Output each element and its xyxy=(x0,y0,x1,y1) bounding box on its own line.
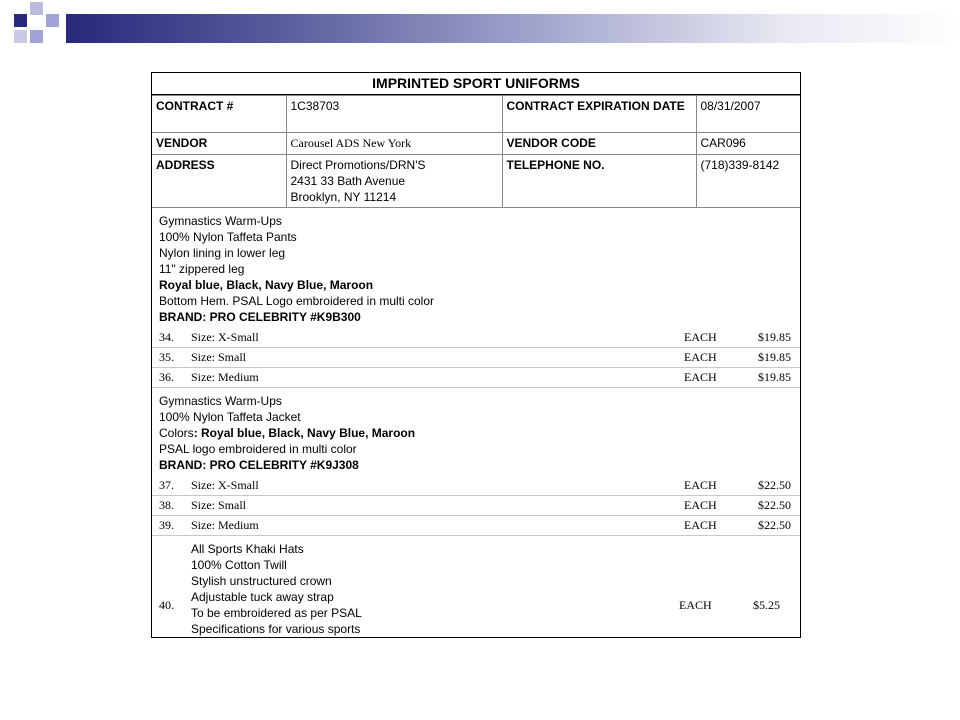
contract-header-table xyxy=(152,95,800,208)
slide-header-decoration xyxy=(0,0,960,58)
item-number: 34. xyxy=(152,328,189,348)
item-number: 37. xyxy=(152,476,189,496)
colors-prefix: Colors xyxy=(159,426,194,440)
header-square-navy xyxy=(14,14,27,27)
item-price: $19.85 xyxy=(756,328,800,348)
hat-item-description xyxy=(191,541,362,637)
vendor-code-label: VENDOR CODE xyxy=(502,133,696,155)
header-square-periwinkle xyxy=(46,14,59,27)
header-square-periwinkle-low xyxy=(30,30,43,43)
description-line: All Sports Khaki Hats xyxy=(191,542,304,556)
item-price: $22.50 xyxy=(756,496,800,516)
item-group-description xyxy=(152,388,800,476)
vendor-code-value: CAR096 xyxy=(696,133,800,155)
item-table xyxy=(152,476,800,536)
item-number: 39. xyxy=(152,516,189,536)
description-line: Stylish unstructured crown xyxy=(191,574,332,588)
item-number: 40. xyxy=(159,598,174,612)
item-unit: EACH xyxy=(682,516,756,536)
item-size: Size: Small xyxy=(189,348,682,368)
address-line: Brooklyn, NY 11214 xyxy=(290,190,397,204)
colors-values: : Royal blue, Black, Navy Blue, Maroon xyxy=(193,426,416,440)
vendor-label: VENDOR xyxy=(152,133,286,155)
colors-line: Royal blue, Black, Navy Blue, Maroon xyxy=(159,278,374,292)
expiration-label: CONTRACT EXPIRATION DATE xyxy=(502,96,696,133)
table-row xyxy=(152,496,800,516)
item-unit: EACH xyxy=(682,476,756,496)
vendor-value: Carousel ADS New York xyxy=(286,133,502,155)
item-table xyxy=(152,328,800,388)
item-price: $19.85 xyxy=(756,348,800,368)
brand-line: BRAND: PRO CELEBRITY #K9B300 xyxy=(159,310,361,324)
description-line: Specifications for various sports xyxy=(191,622,361,636)
description-line: To be embroidered as per PSAL xyxy=(191,606,362,620)
brand-line: BRAND: PRO CELEBRITY #K9J308 xyxy=(159,458,359,472)
item-size: Size: X-Small xyxy=(189,476,682,496)
description-line: 11" zippered leg xyxy=(159,262,245,276)
address-line: 2431 33 Bath Avenue xyxy=(290,174,406,188)
description-line: 100% Nylon Taffeta Pants xyxy=(159,230,297,244)
item-price: $19.85 xyxy=(756,368,800,388)
item-size: Size: Medium xyxy=(189,368,682,388)
table-row xyxy=(152,516,800,536)
item-price: $22.50 xyxy=(756,516,800,536)
item-unit: EACH xyxy=(682,368,756,388)
contract-number-label: CONTRACT # xyxy=(152,96,286,133)
table-row xyxy=(152,368,800,388)
description-line: Adjustable tuck away strap xyxy=(191,590,334,604)
item-number: 36. xyxy=(152,368,189,388)
item-price: $5.25 xyxy=(753,598,780,612)
header-square-light-low xyxy=(14,30,27,43)
address-label: ADDRESS xyxy=(152,155,286,208)
header-gradient-bar xyxy=(66,14,960,43)
description-line: Bottom Hem. PSAL Logo embroidered in multi color xyxy=(159,294,435,308)
description-line: Nylon lining in lower leg xyxy=(159,246,286,260)
item-price: $22.50 xyxy=(756,476,800,496)
document-title: IMPRINTED SPORT UNIFORMS xyxy=(152,73,800,95)
item-size: Size: X-Small xyxy=(189,328,682,348)
address-line: Direct Promotions/DRN'S xyxy=(290,158,426,172)
expiration-value: 08/31/2007 xyxy=(696,96,800,133)
description-line: 100% Cotton Twill xyxy=(191,558,287,572)
item-number: 35. xyxy=(152,348,189,368)
description-line: PSAL logo embroidered in multi color xyxy=(159,442,357,456)
item-unit: EACH xyxy=(682,496,756,516)
telephone-label: TELEPHONE NO. xyxy=(502,155,696,208)
item-unit: EACH xyxy=(682,348,756,368)
item-group-description xyxy=(152,208,800,328)
header-square-light-top xyxy=(30,2,43,15)
address-value xyxy=(286,155,502,208)
description-line: Gymnastics Warm-Ups xyxy=(159,214,282,228)
colors-line xyxy=(159,425,793,441)
table-row xyxy=(152,348,800,368)
description-line: Gymnastics Warm-Ups xyxy=(159,394,282,408)
contract-number-value: 1C38703 xyxy=(286,96,502,133)
item-number: 38. xyxy=(152,496,189,516)
hat-item-row xyxy=(152,536,800,636)
item-size: Size: Medium xyxy=(189,516,682,536)
item-unit: EACH xyxy=(682,328,756,348)
table-row xyxy=(152,328,800,348)
item-unit: EACH xyxy=(679,598,712,612)
item-size: Size: Small xyxy=(189,496,682,516)
uniform-contract-document xyxy=(151,72,801,638)
description-line: 100% Nylon Taffeta Jacket xyxy=(159,410,301,424)
telephone-value: (718)339-8142 xyxy=(696,155,800,208)
table-row xyxy=(152,476,800,496)
